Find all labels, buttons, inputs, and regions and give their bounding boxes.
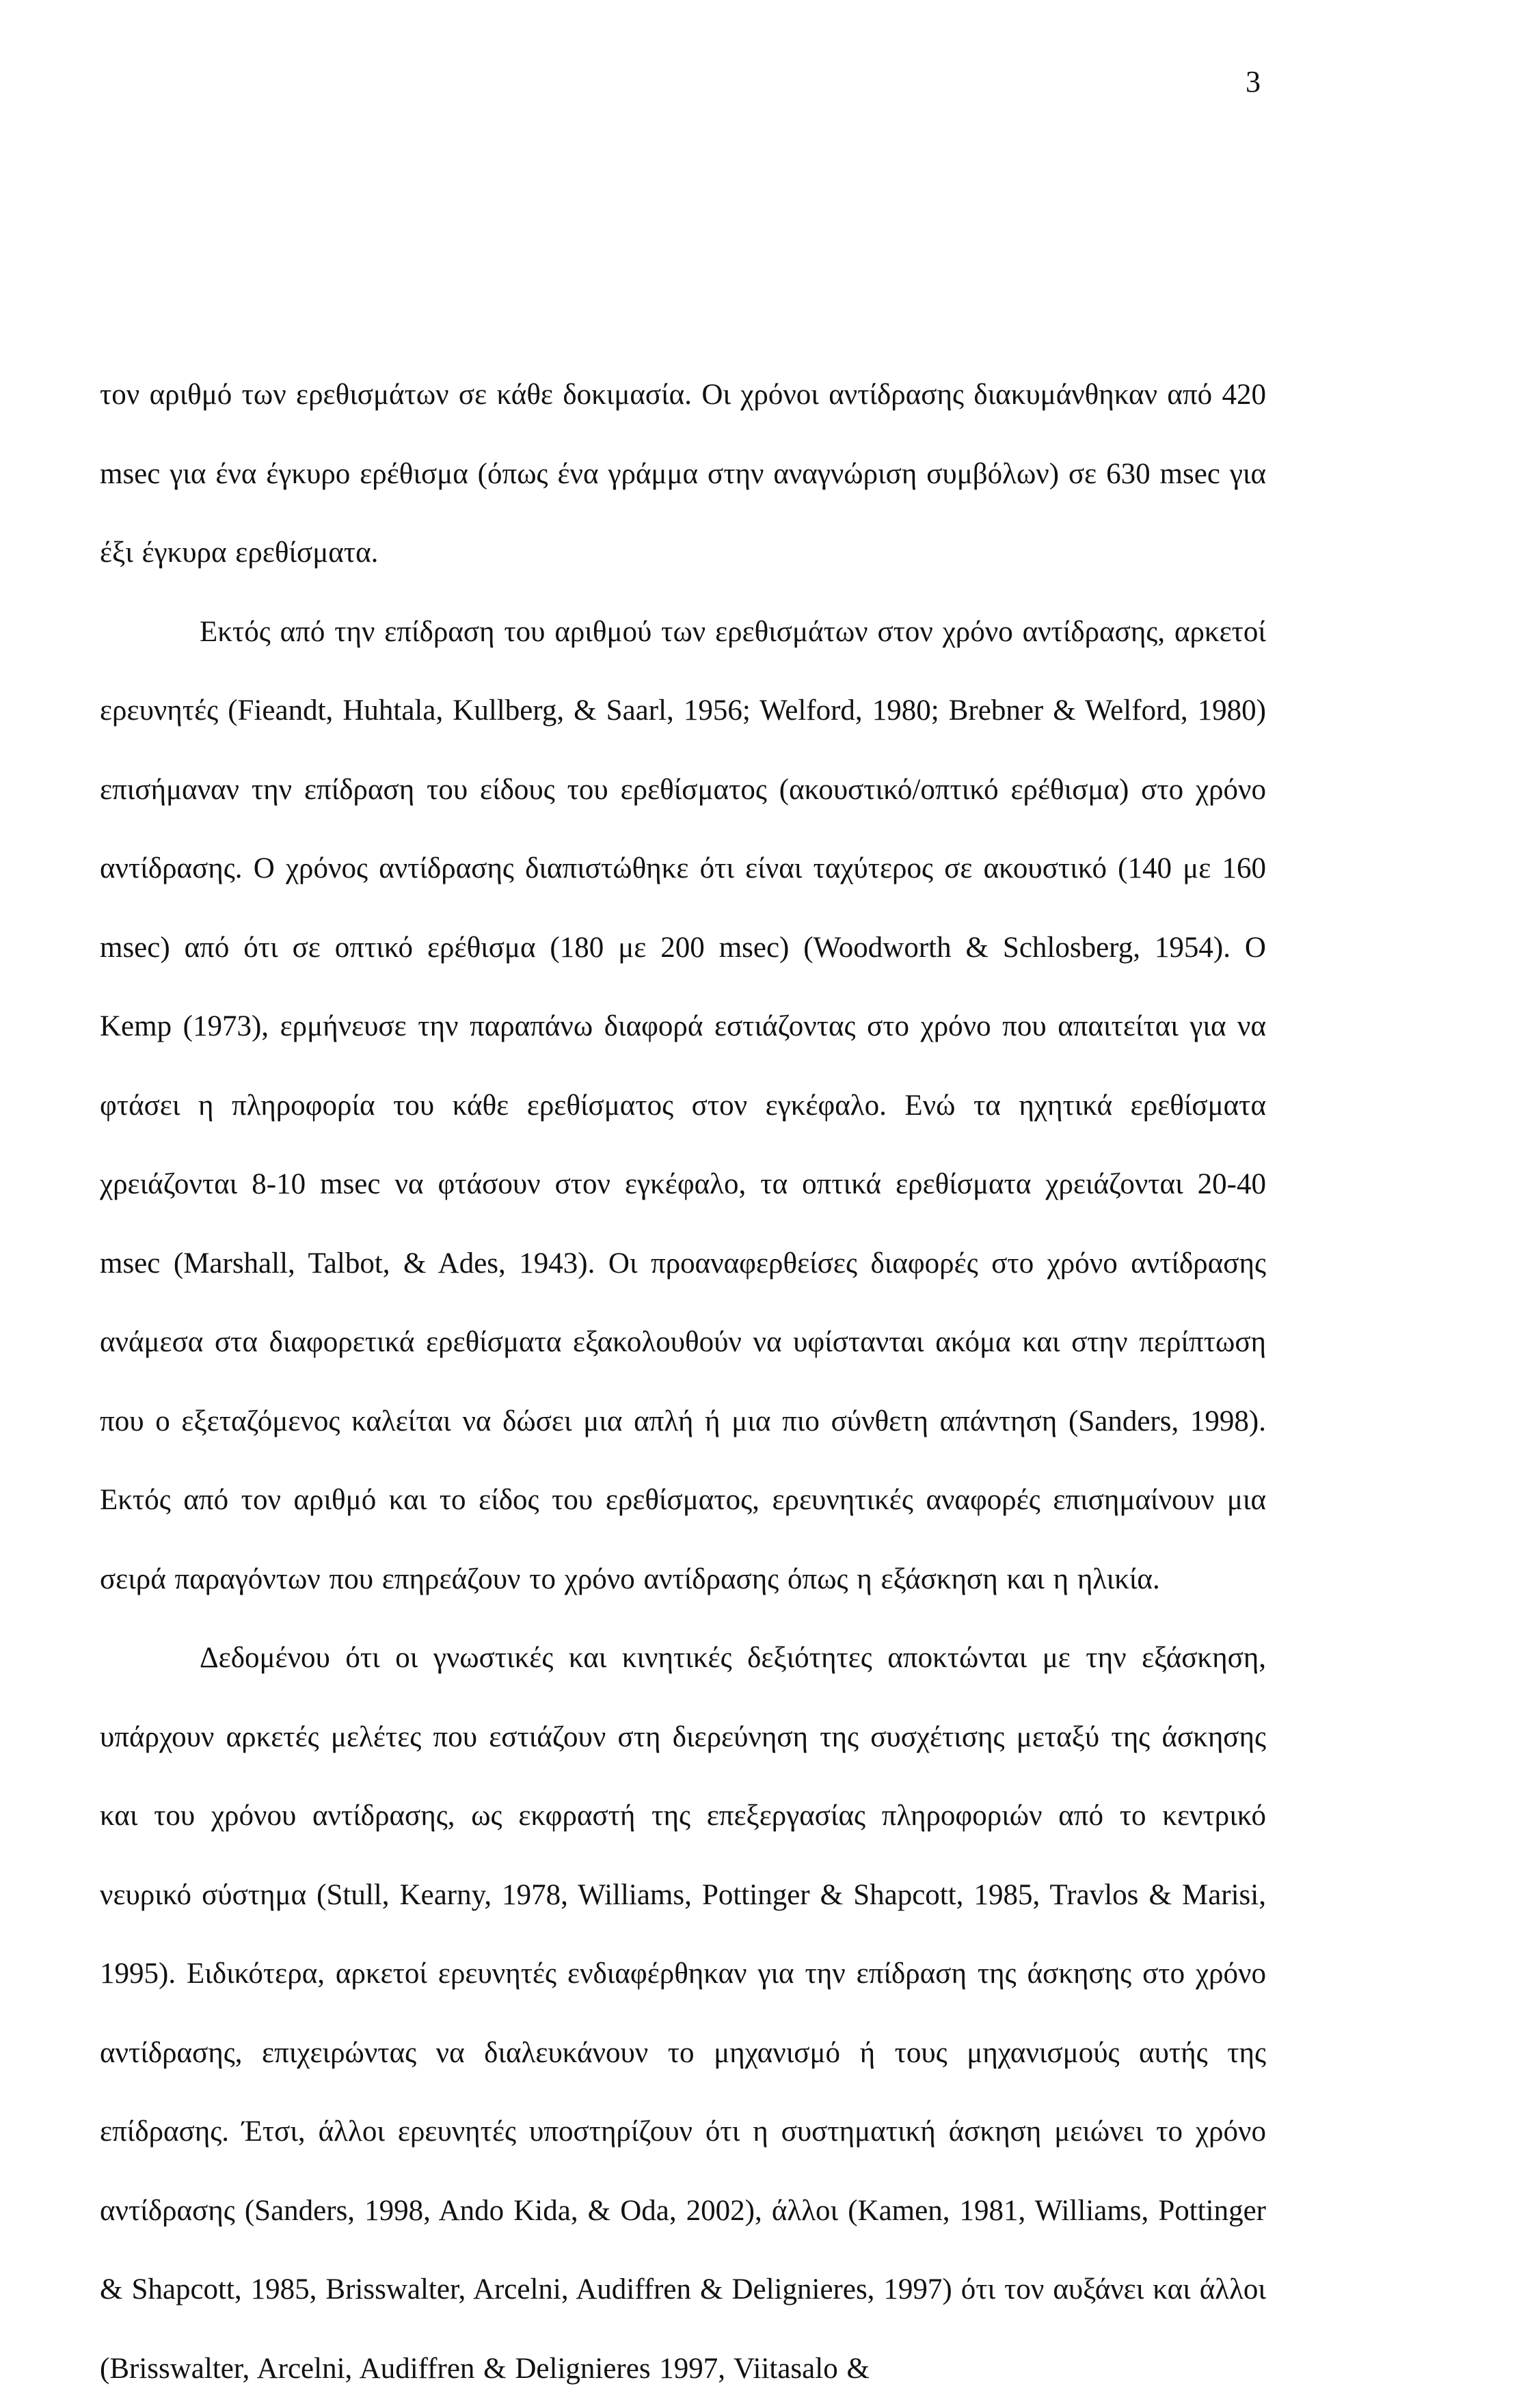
paragraph-stimulus-type: Εκτός από την επίδραση του αριθμού των ερεθισμάτων στον χρόνο αντίδρασης, αρκετοί ερευνητές (Fieandt, Huhtala, Kullberg, & Saarl, 1956; Welford, 1980; Brebner & Welford, 1980) επισήμαναν την επίδραση του είδους του ερεθίσματος (ακουστικό/οπτικό ερέθισμα) στο χρόνο αντίδρασης. Ο χρόνος αντίδρασης διαπιστώθηκε ότι είναι ταχύτερος σε ακουστικό (140 με 160 msec) από ότι σε οπτικό ερέθισμα (180 με 200 msec) (Woodworth & Schlosberg, 1954). Ο Kemp (1973), ερμήνευσε την παραπάνω διαφορά εστιάζοντας στο χρόνο που απαιτείται για να φτάσει η πληροφορία του κάθε ερεθίσματος στον εγκέφαλο. Ενώ τα ηχητικά ερεθίσματα χρειάζονται 8-10 msec να φτάσουν στον εγκέφαλο, τα οπτικά ερεθίσματα χρειάζονται 20-40 msec (Marshall, Talbot, & Ades, 1943). Οι προαναφερθείσες διαφορές στο χρόνο αντίδρασης ανάμεσα στα διαφορετικά ερεθίσματα εξακολουθούν να υφίστανται ακόμα και στην περίπτωση που ο εξεταζόμενος καλείται να δώσει μια απλή ή μια πιο σύνθετη απάντηση (Sanders, 1998). Εκτός από τον αριθμό και το είδος του ερεθίσματος, ερευνητικές αναφορές επισημαίνουν μια σειρά παραγόντων που επηρεάζουν το χρόνο αντίδρασης όπως η εξάσκηση και η ηλικία.	[100, 615, 1266, 1595]
paragraph-continuation: τον αριθμό των ερεθισμάτων σε κάθε δοκιμασία. Οι χρόνοι αντίδρασης διακυμάνθηκαν από 420 msec για ένα έγκυρο ερέθισμα (όπως ένα γράμμα στην αναγνώριση συμβόλων) σε 630 msec για έξι έγκυρα ερεθίσματα.	[100, 379, 1266, 569]
paragraph-exercise-reaction-time: Δεδομένου ότι οι γνωστικές και κινητικές δεξιότητες αποκτώνται με την εξάσκηση, υπάρχουν αρκετές μελέτες που εστιάζουν στη διερεύνηση της συσχέτισης μεταξύ της άσκησης και του χρόνου αντίδρασης, ως εκφραστή της επεξεργασίας πληροφοριών από το κεντρικό νευρικό σύστημα (Stull, Kearny, 1978, Williams, Pottinger & Shapcott, 1985, Travlos & Marisi, 1995). Ειδικότερα, αρκετοί ερευνητές ενδιαφέρθηκαν για την επίδραση της άσκησης στο χρόνο αντίδρασης, επιχειρώντας να διαλευκάνουν το μηχανισμό ή τους μηχανισμούς αυτής της επίδρασης. Έτσι, άλλοι ερευνητές υποστηρίζουν ότι η συστηματική άσκηση μειώνει το χρόνο αντίδρασης (Sanders, 1998, Ando Kida, & Oda, 2002), άλλοι (Kamen, 1981, Williams, Pottinger & Shapcott, 1985, Brisswalter, Arcelni, Audiffren & Delignieres, 1997) ότι τον αυξάνει και άλλοι (Brisswalter, Arcelni, Audiffren & Delignieres 1997, Viitasalo &	[100, 1642, 1266, 2385]
document-body	[100, 355, 1266, 2408]
page-number: 3	[1246, 65, 1261, 98]
